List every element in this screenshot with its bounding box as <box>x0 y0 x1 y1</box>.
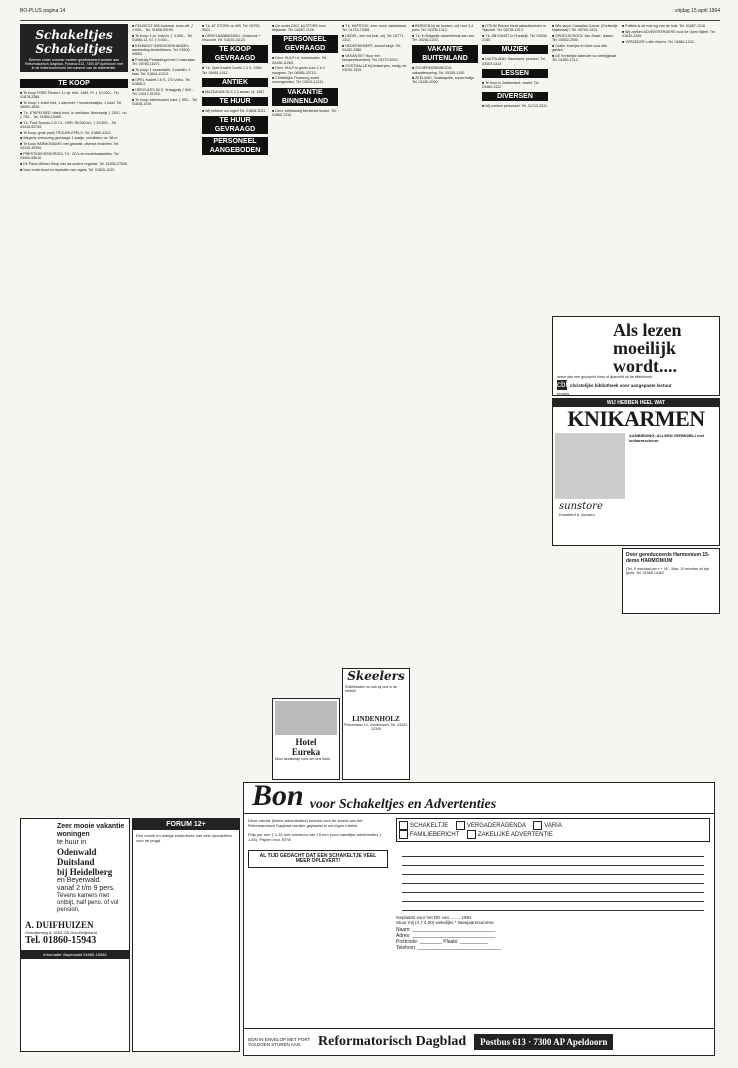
hotel-image-icon <box>275 701 337 735</box>
ad-harmonium <box>622 548 720 614</box>
column-3 <box>202 24 268 624</box>
ad-harm-body: (Tel. 5 manuaal per c + 16' - Max. 10 minuten uit zijn grote, Tel. 01568-14462 <box>626 567 710 575</box>
classified-item: ■ ORGELAANBIEDING: Johannus + Viscount. Tel. 01620-11123. <box>202 33 261 43</box>
classified-item: ■ VAKANTIE? Huur een kampeerboerderij. Tel. 05770-5310. <box>342 53 399 62</box>
section-te-koop-gevraagd: TE KOOP GEVRAAGD <box>202 45 268 63</box>
section-muziek: MUZIEK <box>482 45 548 54</box>
classified-item: ■ T.k. in Bulgarije vakantiehuis aan zee. Tel. 05240-1234. <box>412 33 476 43</box>
ad-bon-f1: Geplaatst voor het RD van <box>396 915 450 920</box>
section-te-koop: TE KOOP <box>20 79 128 88</box>
ad-skeelers <box>342 668 410 780</box>
column-4 <box>272 24 338 624</box>
ad-bon-form: Bon voor Schakeltjes en Advertenties Deze rubriek (kleine advertenties) kunnen voor de lezers van het Reformatorisch Dagblad worden geplaatst in uw eigen rubriek. Prijs per mm ƒ 1,32 met minimum van 15 mm (voor zakelijke advertenties ƒ 1,84). Prijzen excl. BTW. AL TIJD GEDACHT DAT EEN SCHAKELTJE VEEL MEER OPLEVERT! SCHAKELTJE VERGADERAGENDA VARIA FAMILIEBERICHT ZAKELIJKE ADVERTENTIE Geplaatst voor het RD van ........ 1994 Stuur mij (4 ƒ 4,00) wekelijks * tweejaarsnummer. Naam: ______________________________ Adres: ______________________________ Postcode: ________ Plaats: __________ Telefoon: ______________________________ BON IN ENVELOP MET PORT VOLDOEN STUREN AAN: Reformatorisch Dagblad Postbus 613 · 7300 AP Apeldoorn <box>243 782 715 1056</box>
classified-item: ■ NEDERHEMERT, zomerhuisje. Tel. 04182-2380. <box>342 43 402 53</box>
classified-item: ■ Wegens verhuizing gevraagd: 1 kastje, schuifdeur ca. 58 m. <box>20 136 119 141</box>
ad-bon-paper: Reformatorisch Dagblad <box>318 1034 467 1049</box>
form-line[interactable] <box>402 875 704 884</box>
ad-lees-place: ermelo <box>557 391 570 396</box>
masthead-title: Schakeltjes Schakeltjes <box>35 28 113 56</box>
classified-item: ■ Te koop: grote partij TROUWLEPELS. Tel. 01860-4301. <box>20 130 112 135</box>
zakelijke-advertentie-checkbox[interactable] <box>467 830 476 839</box>
classified-item: ■ SCHIERMONNIKOOG, vakantiewoning. Tel. 05195-1100. <box>412 66 466 75</box>
classified-item: ■ OOSTMALLE bij Antwerpen, rustig, tel. 03230-1515. <box>342 63 408 72</box>
form-line[interactable] <box>402 848 704 857</box>
classified-item: ■ T.k. AB KUNST in Frankrijk. Tel. 03438-2150. <box>482 33 548 43</box>
classified-item: ■ Wij zoeken ADVERTEERDERS voor de Open Bijbel. Tel. 01640-2345. <box>622 29 716 38</box>
ad-bon-c3: VARIA <box>544 823 562 830</box>
classified-item: ■ T.k. STAPELBED, blank hout, in deelbaar. Nieuwprijs ƒ 1300,- nu ƒ 700,-. Tel. 01850-15489. <box>20 110 127 120</box>
section-personeel-aangeboden: PERSONEEL AANGEBODEN <box>202 137 268 155</box>
classified-item: ■ ORGELSCHOOL 'Jan Zwart', lessen. Tel. 03402-2500. <box>552 33 615 43</box>
column-8 <box>552 24 618 314</box>
ad-bon-f3: Stuur mij (4 ƒ 4,00) wekelijks * tweejaarsnummer. <box>396 920 495 925</box>
classified-item: ■ Gevr. HULP in gezin voor 2 à 3 morgens. Tel. 08385-20710. <box>272 66 325 75</box>
ad-duif-l7: Tevens kamers met ontbijt, half pens. of vol pension. <box>57 893 119 913</box>
form-line[interactable] <box>402 866 704 875</box>
newspaper-page <box>20 8 720 1058</box>
ad-bon-price: Prijs per mm ƒ 1,32 met minimum van 15 mm (voor zakelijke advertenties ƒ 1,84). Prijzen excl. BTW. <box>248 832 382 842</box>
form-line[interactable] <box>402 893 704 902</box>
classified-item: ■ UDDEL, een wit huis, vrij. Tel. 05771-1312. <box>342 33 405 43</box>
ad-duif-addr: Grienderweg 8, 3263 CB Oud-Beijerland <box>25 930 97 935</box>
ad-lees-line2: moeilijk <box>613 338 676 358</box>
ad-duifhuizen <box>20 818 130 1052</box>
form-line[interactable] <box>402 884 704 893</box>
masthead <box>20 24 128 72</box>
ad-hotel-name: Hotel <box>295 737 317 747</box>
ad-knik-sub: AANBIEDING: ALLEEN VERMOBILI met knikarmscherm <box>629 433 705 443</box>
ad-duif-name: A. DUIFHUIZEN <box>25 920 94 930</box>
column-9 <box>622 24 720 314</box>
varia-checkbox[interactable] <box>533 821 542 830</box>
classified-item: ■ HERCULES 50 S. Vraagprijs ƒ 600,-. Tel. 03417-51003. <box>132 87 195 96</box>
column-2 <box>132 24 198 624</box>
ad-hotel-name2: Eureka <box>291 747 321 757</box>
classified-item: ■ Voor onderhoud en reparatie van orgels. Tel. 01820-1010. <box>20 167 116 172</box>
classified-item: ■ Christelijke Thuiszorg zoekt verzorgenden. Tel. 03402-12111. <box>272 76 325 85</box>
ad-lees-line3: wordt.... <box>613 356 677 376</box>
ad-knik-bottom: Kunststof & Vouwen <box>559 512 595 517</box>
classified-item: ■ Gratis: Koekjes en thee voor alle gasten. <box>552 43 608 53</box>
ad-knik-top: WIJ HEBBEN HEEL WAT <box>553 399 719 407</box>
classified-item: ■ VERZEKER u alle risico's. Tel. 01860-1232. <box>622 39 695 44</box>
ad-lees-line1: Als lezen <box>613 320 682 340</box>
classified-item: ■ T.k. Opel Kadett Combi 1.3 S, 1989. Tel. 05481-1012. <box>202 66 263 75</box>
classified-item: ■ T.k. AT STORK vo 400, Tel. 05753-3523. <box>202 24 261 33</box>
section-vakantie-buitenland: VAKANTIE BUITENLAND <box>412 45 478 63</box>
ad-bon-f2: 1994 <box>461 915 472 920</box>
classified-item: ■ Te koop FORD Fiesta 1.1L bjr. febr. 1989, Pr. ƒ 10.000,-. Tel. 01878-2286. <box>20 91 120 100</box>
classified-item: ■ Te koop: 1 pr. Volvo's, ƒ 4.650,-. Tel. 01858-13. SI. ƒ 4.000,-. <box>132 33 193 43</box>
ad-skel-title: Skeelers <box>347 669 405 683</box>
column-7 <box>482 24 548 784</box>
ad-duif-fax: Informatie: Bayerwald 01860-16082 <box>21 950 129 959</box>
classified-item: ■ Te koop: 1 enkel bed, 1 aanrecht + keukenkastjes, 1 stoel. Tel. 06500-3605. <box>20 100 123 110</box>
vergaderagenda-checkbox[interactable] <box>456 821 465 830</box>
classified-item: ■ PEUGEOT 505 Automat. ivoor-wit. ƒ 4.000,-. Tel. 01898-53190. <box>132 24 194 33</box>
ad-bon-f4: Naam: <box>396 927 411 933</box>
page-header <box>20 8 720 21</box>
section-vakantie-binnenland: VAKANTIE BINNENLAND <box>272 88 338 106</box>
ad-als-lezen <box>552 316 720 396</box>
section-te-huur-gevraagd: TE HUUR GEVRAAGD <box>202 116 268 134</box>
ad-skel-store: LINDENHOLZ <box>352 715 400 723</box>
section-personeel-gevraagd: PERSONEEL GEVRAAGD <box>272 35 338 53</box>
ad-bon-c2: VERGADERAGENDA <box>466 823 526 830</box>
classified-item: ■ KENNEDY HARDGOEDHANDEL: aanbieding kinderfietsen. Tel. 03400-45650. <box>132 43 191 57</box>
classified-item: ■ Gevr. HULP i.d. huishouden. Tel. 03436-11263. <box>272 56 328 65</box>
ad-duif-l3: Odenwald Duitsland <box>57 847 97 867</box>
ad-bon-c1: SCHAKELTJE <box>410 823 449 830</box>
ad-skel-body: Rollerblades nu ook bij ons in de winkel! <box>345 685 397 693</box>
ad-duif-l5: en Beyerwald. <box>57 877 102 884</box>
ad-forum-title: FORUM 12+ <box>133 819 239 830</box>
classified-item: ■ Politiek is de mal ing van de huis. Tel. 01857-1216. <box>622 24 707 28</box>
classified-item: ■ Ge ouder DKO, bij STORK voor bejaarde. Tel. 01640-7106. <box>272 24 326 33</box>
ad-bon-tip: AL TIJD GEDACHT DAT EEN SCHAKELTJE VEEL MEER OPLEVERT! <box>248 850 388 868</box>
ad-bon-bon: BON IN ENVELOP MET PORT VOLDOEN STUREN AAN: <box>248 1037 311 1047</box>
classified-item: ■ ZEELAND, Oostkapelle, zomerhuisje. Tel. 01180-2000. <box>412 76 476 85</box>
ad-lees-org: christelijke bibliotheek voor aangepaste lectuur <box>570 382 672 388</box>
awning-image-icon <box>555 433 625 499</box>
classified-item: ■ Wie stuurt Canadian Corner (Christelijk Nationaal)? Tel. 05700-1313. <box>552 24 618 33</box>
classified-item: ■ Te huur in Zwitserland, chalet. Tel. 03480-1312. <box>482 80 540 89</box>
classified-item: ■ OPEL Kadett 1.6 S, 170 Volvo. Tel. 01858-2. <box>132 77 191 86</box>
classified-item: ■ PRESTIGEKERKORGEL T.K. CD's en muziekcassettes. Tel. 03400-65010. <box>20 151 120 161</box>
classified-item: ■ Te koop HARMONIUMS met garantie, diverse modellen. Tel. 05130-30390. <box>20 142 120 151</box>
classified-item: ■ OTIUM Reizen biedt vakantiereizen in Tsjechië. Tel. 05735-1313. <box>482 24 546 33</box>
classified-item: ■ Wij hebben uw orgel! Tel. 01806-3021. <box>202 108 267 113</box>
ad-bon-brand: Bon <box>252 779 304 812</box>
ad-bon-note: Deze rubriek (kleine advertenties) kunnen voor de lezers van het Reformatorisch Dagblad worden geplaatst in uw eigen rubriek. <box>248 818 363 828</box>
header-right: vrijdag 15 april 1994 <box>674 8 720 14</box>
section-lessen: LESSEN <box>482 69 548 78</box>
masthead-subtitle: Brieven onder nummer moeten geadresseerd worden aan Reformatorisch Dagblad, Postbus 613, 7300 AP Apeldoorn met in de linkerbovenhoek het nummer van de advertentie. <box>25 58 123 70</box>
classified-item: ■ Te koop: 1 sesamtafel, 4 stoelen, 1 kast. Tel. 01844-11313. <box>132 67 191 77</box>
ad-duif-l6: vanaf 2 t/m 9 pers. <box>57 885 115 892</box>
ad-skel-addr: Prinsenlaan 14, Voorthuizen, Tel. 03420-12345 <box>343 723 409 731</box>
section-te-huur: TE HUUR <box>202 97 268 106</box>
form-line[interactable] <box>402 857 704 866</box>
classified-item: ■ T.k. Ford Scorpio 2.0i CL, 1990, 55.000 km, ƒ 23.500,-. Tel. 03418-53745. <box>20 120 118 129</box>
column-1 <box>20 76 128 708</box>
classified-item: ■ MAZDA 626 GLX 2.0 sedan, bj. 1987. <box>202 89 266 94</box>
column-6 <box>412 24 478 784</box>
classified-item: ■ Gevr. zelfstandig werkende kracht. Tel. 01860-7210. <box>272 108 337 117</box>
classified-item: ■ T.k. KAPSTOK, zeer mooi, vaststaand. Tel. 01710-73381. <box>342 24 407 33</box>
ad-hotel-eureka <box>272 698 340 780</box>
ad-hotel-body: Mooi landschap rond om ons hotel. <box>275 757 331 761</box>
ad-forum-body: Een mooie en nuttige kinderboek met vele opdrachten voor de jeugd. <box>136 833 232 843</box>
ad-duif-tel: Tel. 01860-15943 <box>25 935 97 946</box>
ad-bon-f8: Telefoon: <box>396 945 417 951</box>
ad-knikarmen <box>552 398 720 546</box>
header-left: BO-PLUS pagina 14 <box>20 8 66 14</box>
classified-item: ■ De Pauw-Winkel Shop ziet uw oudere organist. Tel. 01830-27640. <box>20 161 128 166</box>
section-antiek: ANTIEK <box>202 78 268 87</box>
section-diversen: DIVERSEN <box>482 92 548 101</box>
schakeltje-checkbox[interactable] <box>399 821 408 830</box>
classified-item: ■ DE Kerkelijke kalender nu verkrijgbaar. Tel. 01850-1212. <box>552 53 618 62</box>
ad-lees-sub: neem dan een grootprint boek of lijdschrift uit de bibliotheek <box>557 375 652 379</box>
ad-bon-title: voor Schakeltjes en Advertenties <box>309 797 497 812</box>
form-line[interactable] <box>402 902 704 911</box>
classified-item: ■ DUITSLAND: Sauerland, pension. Tel. 03402-1313. <box>482 57 547 66</box>
classified-item: ■ Wij zoeken personeel. Tel. 01712-1511. <box>482 104 548 109</box>
ad-duif-l1: Zeer mooie vakantie woningen <box>57 823 125 838</box>
ad-bon-c5: ZAKELIJKE ADVERTENTIE <box>477 832 553 839</box>
ad-knik-title: KNIKARMEN <box>567 406 705 431</box>
classified-item: ■ BERGEN bij de bossen, vrij voor 2-4 pers. Tel. 02208-1313. <box>412 24 474 33</box>
classified-item: ■ Prachtig Pedaalorgel met 2 manualen. Tel. 05760-16271. <box>132 57 197 67</box>
ad-duif-l2: te huur in <box>57 839 87 846</box>
ad-bon-c4: FAMILIEBERICHT <box>410 832 460 839</box>
classified-item: ■ Te koop: eikenhouten kast, ƒ 850,-. Tel. 01828-1019. <box>132 97 198 106</box>
ad-duif-l4: bij Heidelberg <box>57 867 113 877</box>
ad-bon-f7: Plaats: <box>443 939 459 945</box>
ad-knik-brand: sunstore <box>559 501 603 512</box>
ad-bon-f5: Adres: <box>396 933 411 939</box>
ad-bon-post: Postbus 613 · 7300 AP Apeldoorn <box>474 1034 613 1050</box>
familiebericht-checkbox[interactable] <box>399 830 408 839</box>
ad-forum <box>132 818 240 1052</box>
cbb-logo-icon: cbb <box>557 380 570 389</box>
ad-bon-f6: Postcode: <box>396 939 419 945</box>
ad-harm-title: Door gereduceerde Harmonium 15-demo HARMONIUM <box>626 552 710 564</box>
